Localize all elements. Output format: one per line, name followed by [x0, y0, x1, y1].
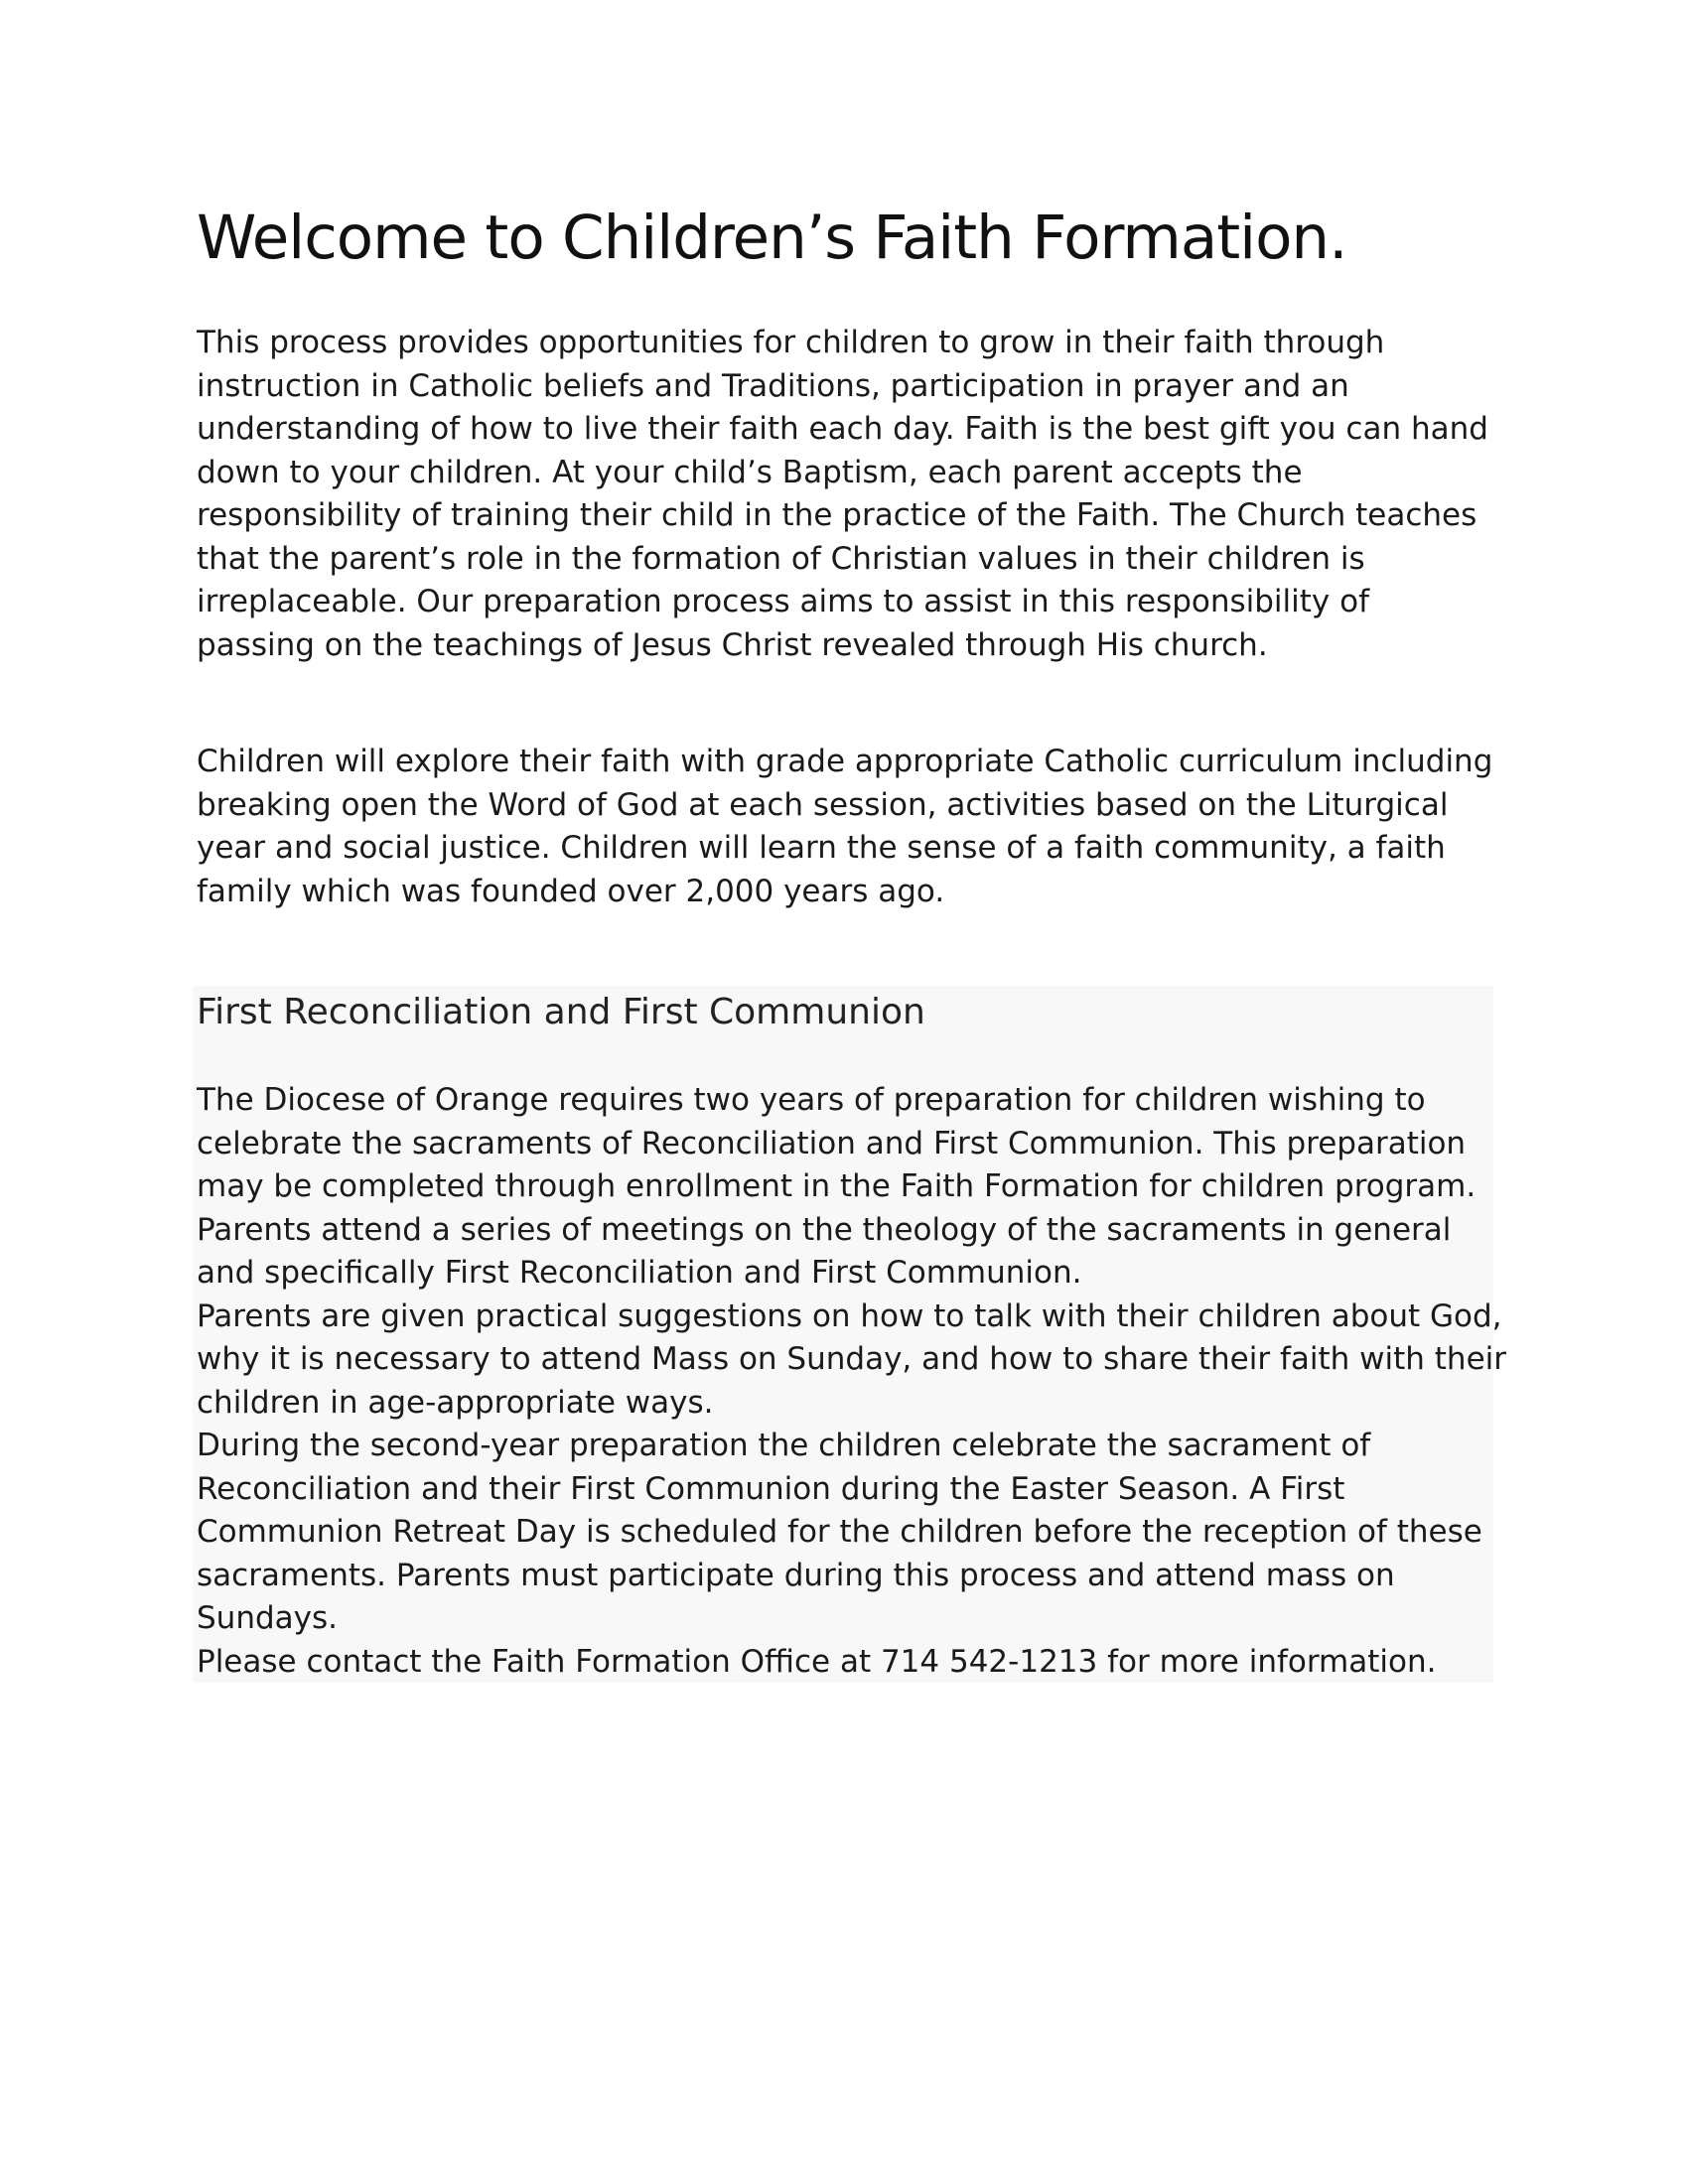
curriculum-line: year and social justice. Children will learn the sense of a faith community, a faith [197, 830, 1446, 866]
sacraments-line: sacraments. Parents must participate during this process and attend mass on [197, 1557, 1395, 1593]
sacraments-line: Parents attend a series of meetings on the theology of the sacraments in general [197, 1211, 1452, 1248]
intro-line: understanding of how to live their faith each day. Faith is the best gift you can hand [197, 411, 1488, 447]
contact-line: Please contact the Faith Formation Office at 714 542-1213 for more information. [197, 1643, 1437, 1680]
sacraments-line: celebrate the sacraments of Reconciliation and First Communion. This preparation [197, 1125, 1467, 1161]
curriculum-line: family which was founded over 2,000 years ago. [197, 873, 945, 909]
intro-line: down to your children. At your child’s Baptism, each parent accepts the [197, 454, 1303, 490]
sacraments-line: children in age-appropriate ways. [197, 1384, 714, 1421]
intro-line: that the parent’s role in the formation of Christian values in their children is [197, 540, 1365, 577]
intro-line: passing on the teachings of Jesus Christ revealed through His church. [197, 626, 1268, 663]
sacraments-line: Reconciliation and their First Communion during the Easter Season. A First [197, 1470, 1345, 1507]
curriculum-line: breaking open the Word of God at each session, activities based on the Liturgical [197, 786, 1449, 823]
intro-line: responsibility of training their child in the practice of the Faith. The Church teaches [197, 497, 1477, 533]
intro-line: This process provides opportunities for children to grow in their faith through [197, 325, 1385, 360]
intro-line: instruction in Catholic beliefs and Traditions, participation in prayer and an [197, 367, 1349, 404]
sacraments-line: Parents are given practical suggestions on how to talk with their children about God, [197, 1297, 1502, 1334]
curriculum-line: Children will explore their faith with grade appropriate Catholic curriculum including [197, 744, 1493, 779]
sacraments-line: and specifically First Reconciliation and First Communion. [197, 1255, 1082, 1291]
sacraments-paragraph [197, 1079, 1506, 1684]
sacraments-line: may be completed through enrollment in the Faith Formation for children program. [197, 1168, 1477, 1204]
sacraments-line: During the second-year preparation the children celebrate the sacrament of [197, 1428, 1371, 1463]
sacraments-line: The Diocese of Orange requires two years of preparation for children wishing to [197, 1082, 1426, 1118]
section-heading: First Reconciliation and First Communion [197, 992, 925, 1032]
intro-line: irreplaceable. Our preparation process aims to assist in this responsibility of [197, 584, 1369, 619]
intro-paragraph [197, 322, 1487, 667]
page-title: Welcome to Children’s Faith Formation. [197, 203, 1347, 273]
curriculum-paragraph [197, 741, 1493, 913]
sacraments-line: Communion Retreat Day is scheduled for the children before the reception of these [197, 1514, 1482, 1550]
sacraments-line: why it is necessary to attend Mass on Sunday, and how to share their faith with their [197, 1341, 1506, 1377]
sacraments-line: Sundays. [197, 1600, 338, 1636]
